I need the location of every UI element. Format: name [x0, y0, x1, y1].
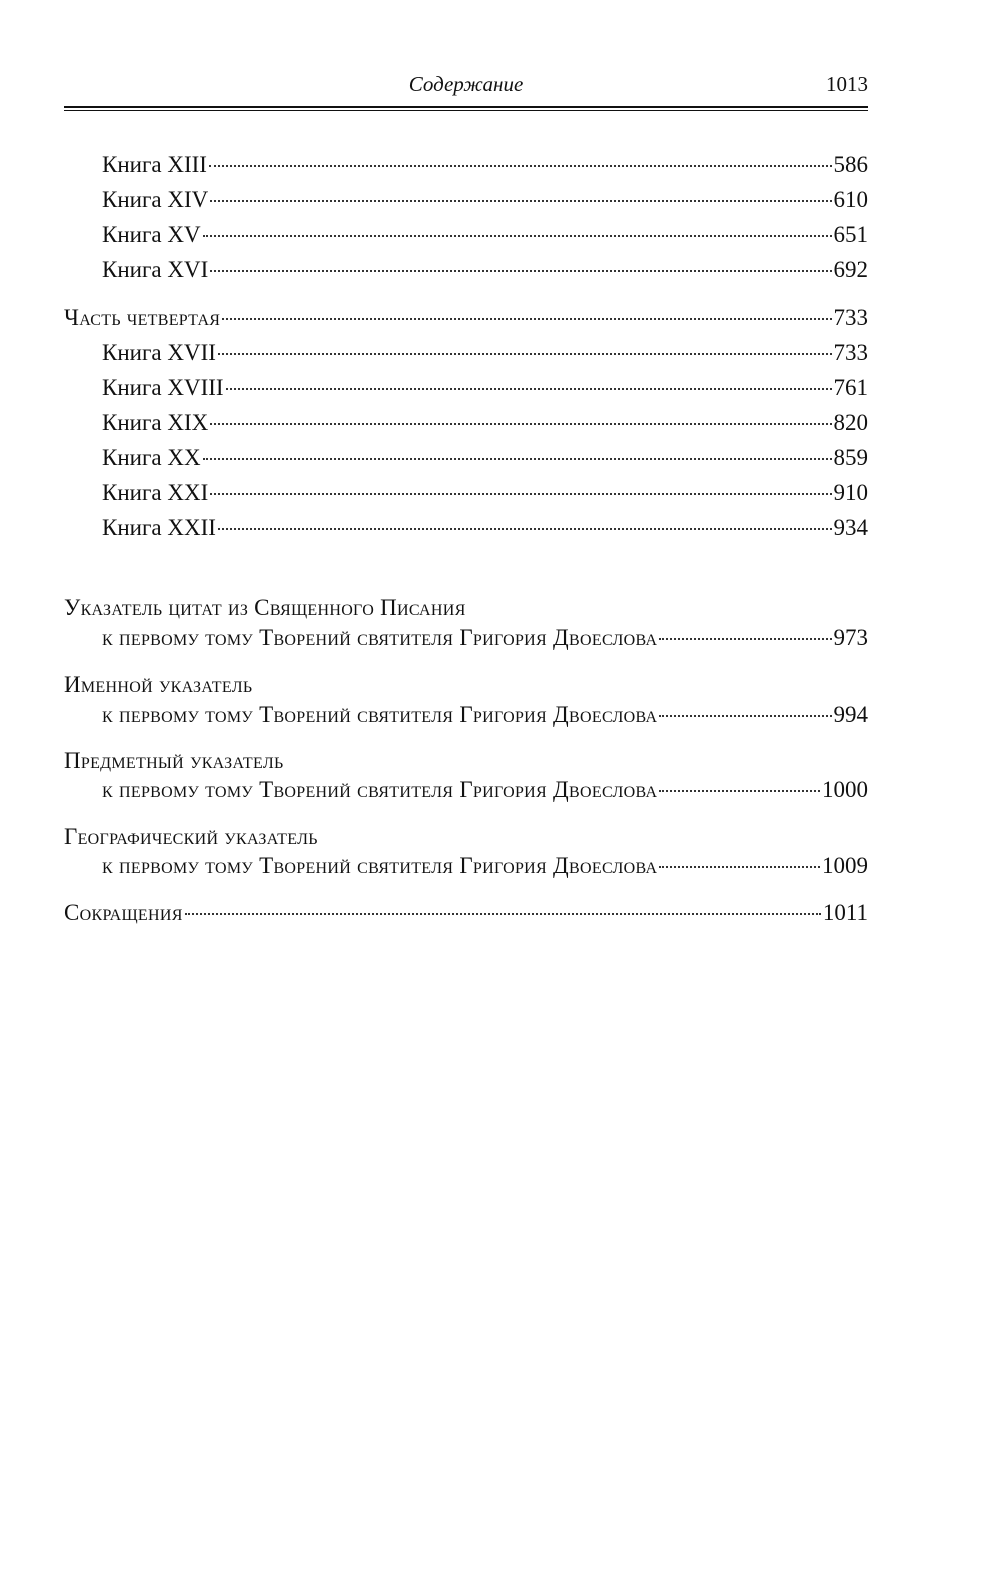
toc-entry-book-21	[102, 478, 868, 508]
leader-dots	[226, 388, 832, 390]
header-rule	[64, 106, 868, 108]
page-number: 1013	[826, 72, 868, 96]
toc-entry-label: Часть четвертая	[64, 305, 221, 330]
leader-dots	[659, 866, 820, 868]
toc-entry-label: Сокращения	[64, 900, 183, 925]
leader-dots	[210, 270, 831, 272]
toc-entry-subject-index	[102, 775, 868, 805]
toc-entry-page: 859	[833, 445, 868, 470]
toc-entry-page: 973	[833, 625, 868, 650]
toc-entry-label: Книга XXI	[102, 480, 209, 505]
toc-entry-page: 761	[833, 375, 868, 400]
toc-entry-page: 994	[833, 702, 868, 727]
leader-dots	[210, 423, 831, 425]
toc-entry-page: 1011	[822, 900, 868, 925]
toc-entry-abbreviations	[64, 898, 868, 928]
toc-entry-name-index	[102, 700, 868, 730]
toc-entry-label: Книга XIX	[102, 410, 209, 435]
header-rule-thin	[64, 110, 868, 111]
leader-dots	[203, 458, 832, 460]
toc-entry-label: Книга XX	[102, 445, 201, 470]
toc-entry-scripture-index	[102, 623, 868, 653]
toc-entry-page: 610	[833, 187, 868, 212]
toc-entry-page: 651	[833, 222, 868, 247]
leader-dots	[210, 200, 831, 202]
toc-entry-page: 733	[833, 340, 868, 365]
toc-name-index-title: Именной указатель	[64, 672, 253, 697]
toc-entry-book-19	[102, 408, 868, 438]
toc-entry-book-14	[102, 185, 868, 215]
toc-entry-book-18	[102, 373, 868, 403]
toc-entry-label: Книга XV	[102, 222, 201, 247]
leader-dots	[659, 790, 820, 792]
toc-entry-label: к первому тому Творений святителя Григория Двоеслова	[102, 853, 658, 878]
toc-entry-page: 1009	[822, 853, 868, 878]
toc-entry-label: к первому тому Творений святителя Григория Двоеслова	[102, 777, 658, 802]
toc-entry-book-20	[102, 443, 868, 473]
toc-entry-label: Книга XXII	[102, 515, 216, 540]
toc-entry-page: 586	[833, 152, 868, 177]
toc-entry-page: 1000	[822, 777, 868, 802]
leader-dots	[222, 318, 831, 320]
leader-dots	[203, 235, 832, 237]
toc-entry-label: Книга XVI	[102, 257, 209, 282]
leader-dots	[659, 638, 831, 640]
leader-dots	[209, 165, 832, 167]
toc-entry-page: 934	[833, 515, 868, 540]
toc-entry-label: Книга XVII	[102, 340, 216, 365]
toc-entry-label: Книга XIII	[102, 152, 207, 177]
toc-entry-book-16	[102, 255, 868, 285]
toc-subject-index-title: Предметный указатель	[64, 748, 284, 773]
toc-entry-book-22	[102, 513, 868, 543]
leader-dots	[659, 715, 831, 717]
toc-entry-label: к первому тому Творений святителя Григория Двоеслова	[102, 702, 658, 727]
toc-entry-page: 820	[833, 410, 868, 435]
toc-entry-part-4	[64, 303, 868, 333]
leader-dots	[218, 353, 832, 355]
toc-entry-book-15	[102, 220, 868, 250]
toc-entry-page: 910	[833, 480, 868, 505]
toc-geo-index-title: Географический указатель	[64, 824, 318, 849]
toc-entry-page: 733	[833, 305, 868, 330]
toc-entry-label: Книга XIV	[102, 187, 209, 212]
leader-dots	[210, 493, 831, 495]
running-title: Содержание	[408, 72, 524, 96]
leader-dots	[218, 528, 832, 530]
leader-dots	[185, 913, 821, 915]
toc-entry-book-13	[102, 150, 868, 180]
toc-entry-page: 692	[833, 257, 868, 282]
toc-entry-book-17	[102, 338, 868, 368]
page-header	[64, 66, 868, 102]
toc-entry-geo-index	[102, 851, 868, 881]
toc-entry-label: к первому тому Творений святителя Григория Двоеслова	[102, 625, 658, 650]
toc-scripture-index-title: Указатель цитат из Священного Писания	[64, 595, 466, 620]
toc-entry-label: Книга XVIII	[102, 375, 224, 400]
